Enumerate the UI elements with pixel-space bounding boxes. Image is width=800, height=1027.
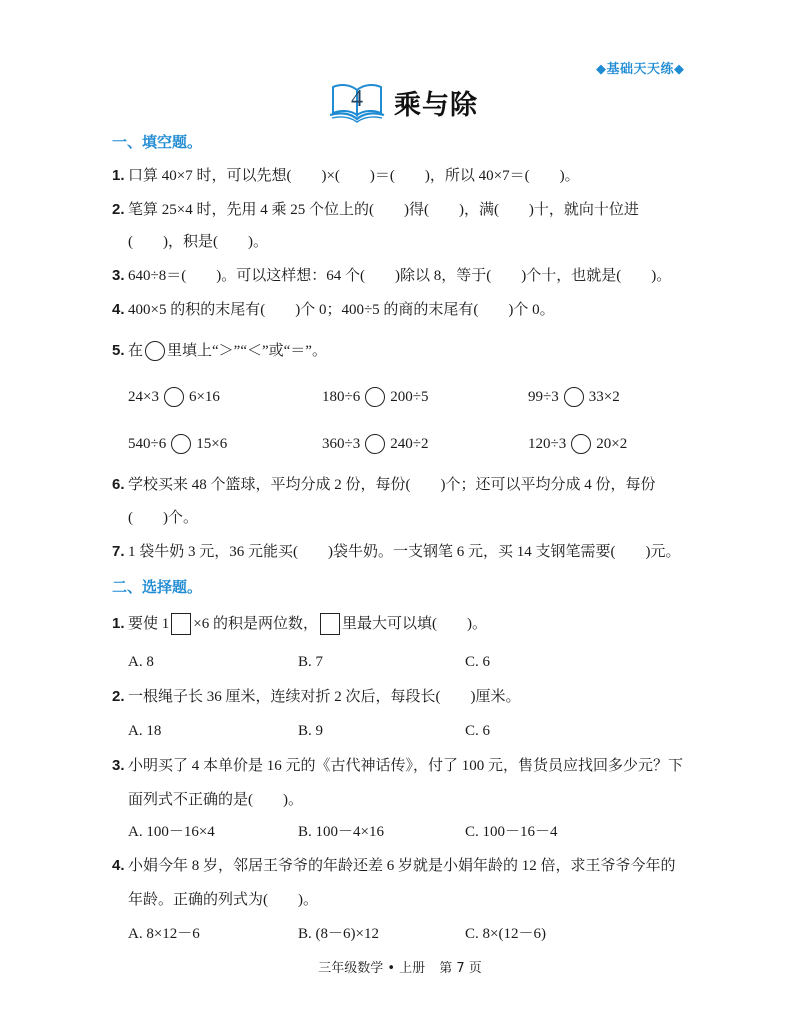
book-name: 三年级数学 • 上册 xyxy=(318,961,426,976)
question-text: 一根绳子长 36 厘米，连续对折 2 次后，每段长( )厘米。 xyxy=(128,689,521,705)
option-b: B. 7 xyxy=(298,654,324,670)
fill-in-question-1 xyxy=(112,165,580,187)
compare-left: 360÷3 xyxy=(322,436,361,452)
question-text: 小娟今年 8 岁，邻居王爷爷的年龄还差 6 岁就是小娟年龄的 12 倍，求王爷爷今年的 xyxy=(128,858,676,874)
series-tag: ◆基础天天练◆ xyxy=(596,62,685,77)
question-text: ( )，积是( )。 xyxy=(128,234,268,250)
answer-circle xyxy=(164,387,184,407)
compare-left: 180÷6 xyxy=(322,389,361,405)
choice-question-4-continued xyxy=(128,889,318,911)
answer-box xyxy=(320,613,340,635)
answer-box xyxy=(171,613,191,635)
option-b: B. (8－6)×12 xyxy=(298,926,379,942)
question-text: 口算 40×7 时，可以先想( )×( )＝( )，所以 40×7＝( )。 xyxy=(128,168,580,184)
question-text: 1 袋牛奶 3 元，36 元能买( )袋牛奶。一支钢笔 6 元，买 14 支钢笔需要( )元。 xyxy=(128,544,681,560)
section-heading-choice: 二、选择题。 xyxy=(112,578,203,596)
compare-item xyxy=(322,385,428,409)
compare-right: 240÷2 xyxy=(390,436,429,452)
compare-left: 540÷6 xyxy=(128,436,167,452)
option-c: C. 6 xyxy=(465,723,491,739)
question-text: 小明买了 4 本单价是 16 元的《古代神话传》，付了 100 元，售货员应找回多少元？下 xyxy=(128,758,684,774)
open-book-icon xyxy=(328,81,386,123)
compare-item xyxy=(128,385,220,409)
option-c: C. 8×(12－6) xyxy=(465,926,546,942)
question-number: 5. xyxy=(112,342,125,359)
fill-in-question-2 xyxy=(112,199,639,221)
question-text: 面列式不正确的是( )。 xyxy=(128,792,303,808)
answer-circle xyxy=(171,434,191,454)
question-text: 640÷8＝( )。可以这样想：64 个( )除以 8，等于( )个十，也就是( )。 xyxy=(128,268,672,284)
fill-in-question-6 xyxy=(112,474,656,496)
compare-left: 120÷3 xyxy=(528,436,567,452)
fill-in-question-4 xyxy=(112,299,555,321)
compare-item xyxy=(528,432,627,456)
fill-in-question-5 xyxy=(112,340,327,362)
answer-circle xyxy=(145,341,165,361)
question-text: ( )个。 xyxy=(128,510,198,526)
choice-question-2 xyxy=(112,686,521,708)
question-text-part: ×6 的积是两位数， xyxy=(193,616,318,632)
question-number: 2. xyxy=(112,201,125,218)
option-b: B. 9 xyxy=(298,723,324,739)
question-text-part: 里最大可以填( )。 xyxy=(341,616,487,632)
page-number: 第 7 页 xyxy=(439,961,482,976)
question-number: 6. xyxy=(112,476,125,493)
option-c: C. 6 xyxy=(465,654,491,670)
question-number: 2. xyxy=(112,688,125,705)
fill-in-question-7 xyxy=(112,541,680,563)
page-title: 乘与除 xyxy=(394,89,478,121)
option-a: A. 100－16×4 xyxy=(128,824,215,840)
compare-right: 20×2 xyxy=(596,436,628,452)
question-text: 400×5 的积的末尾有( )个 0；400÷5 的商的末尾有( )个 0。 xyxy=(128,302,555,318)
question-number: 4. xyxy=(112,857,125,874)
option-a: A. 18 xyxy=(128,723,162,739)
question-text-part: 要使 1 xyxy=(128,616,170,632)
answer-circle xyxy=(365,387,385,407)
compare-right: 200÷5 xyxy=(390,389,429,405)
option-a: A. 8 xyxy=(128,654,154,670)
choice-question-3 xyxy=(112,755,683,777)
compare-left: 99÷3 xyxy=(528,389,559,405)
question-number: 3. xyxy=(112,267,125,284)
answer-circle xyxy=(571,434,591,454)
choice-question-1 xyxy=(112,613,487,635)
option-a: A. 8×12－6 xyxy=(128,926,200,942)
compare-item xyxy=(128,432,227,456)
question-number: 1. xyxy=(112,167,125,184)
unit-number: 4 xyxy=(351,86,363,112)
compare-right: 15×6 xyxy=(196,436,228,452)
choice-question-4 xyxy=(112,855,676,877)
question-text-prefix: 在 xyxy=(128,343,144,359)
answer-circle xyxy=(365,434,385,454)
compare-right: 6×16 xyxy=(188,389,220,405)
fill-in-question-3 xyxy=(112,265,671,287)
page-footer xyxy=(0,957,800,976)
chapter-title xyxy=(328,80,478,124)
compare-left: 24×3 xyxy=(128,389,159,405)
fill-in-question-6-continued xyxy=(128,507,198,529)
question-text: 学校买来 48 个篮球，平均分成 2 份，每份( )个；还可以平均分成 4 份，每份 xyxy=(128,477,656,493)
question-number: 3. xyxy=(112,757,125,774)
question-number: 7. xyxy=(112,543,125,560)
question-number: 1. xyxy=(112,615,125,632)
question-text: 年龄。正确的列式为( )。 xyxy=(128,892,318,908)
question-number: 4. xyxy=(112,301,125,318)
option-c: C. 100－16－4 xyxy=(465,824,558,840)
fill-in-question-2-continued xyxy=(128,231,268,253)
question-text: 笔算 25×4 时，先用 4 乘 25 个位上的( )得( )，满( )十，就向十位进 xyxy=(128,202,639,218)
option-b: B. 100－4×16 xyxy=(298,824,384,840)
compare-item xyxy=(528,385,620,409)
compare-right: 33×2 xyxy=(588,389,620,405)
question-text-suffix: 里填上“＞”“＜”或“＝”。 xyxy=(167,343,327,359)
section-heading-fill-in: 一、填空题。 xyxy=(112,133,203,151)
answer-circle xyxy=(564,387,584,407)
choice-question-3-continued xyxy=(128,789,303,811)
compare-item xyxy=(322,432,428,456)
